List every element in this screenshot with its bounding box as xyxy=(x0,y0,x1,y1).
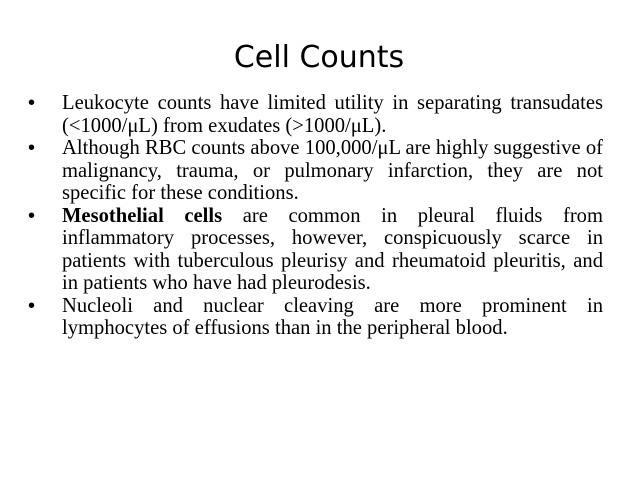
bullet-item-nucleoli xyxy=(28,295,603,340)
bullet-list xyxy=(28,92,603,340)
bullet-item-mesothelial xyxy=(28,205,603,295)
bullet-dot-icon: • xyxy=(28,204,36,227)
slide-title: Cell Counts xyxy=(233,40,405,75)
bullet-text-rest: are common in pleural fluids from inflammatory processes, however, conspicuously scarce in patients with tuberculous pleurisy and rheumatoid pleuritis, and in patients who have had pleurodesis. xyxy=(62,204,603,294)
bullet-dot-icon: • xyxy=(28,294,36,317)
bullet-text: Although RBC counts above 100,000/μL are highly suggestive of malignancy, trauma, or pulmonary infarction, they are not specific for these conditions. xyxy=(62,137,603,204)
bullet-item-rbc xyxy=(28,137,603,205)
bullet-dot-icon: • xyxy=(28,92,36,114)
bullet-text xyxy=(62,205,603,295)
bullet-text: Leukocyte counts have limited utility in separating transudates (<1000/μL) from exudates (>1000/μL). xyxy=(62,92,603,137)
bullet-text: Nucleoli and nuclear cleaving are more prominent in lymphocytes of effusions than in the peripheral blood. xyxy=(62,294,603,339)
bullet-bold-term: Mesothelial cells xyxy=(62,204,223,227)
bullet-dot-icon: • xyxy=(28,137,36,159)
bullet-item-leukocyte xyxy=(28,92,603,137)
